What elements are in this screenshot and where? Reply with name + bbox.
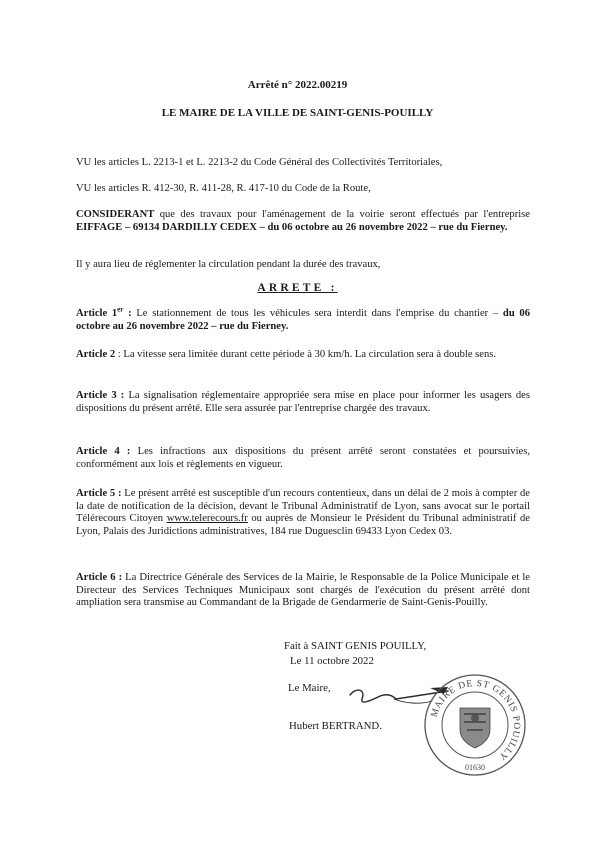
signature-name: Hubert BERTRAND. [289,720,382,732]
article-3-label: Article 3 : [76,390,125,401]
article-1-label: Article 1er : [76,305,132,319]
signature-place: Fait à SAINT GENIS POUILLY, [284,640,427,652]
seal-ring-text: MAIRE DE ST GENIS POUILLY [429,678,522,762]
considerant-label: CONSIDERANT [76,209,155,220]
mayor-seal [420,670,530,780]
article-1-text: Le stationnement de tous les véhicules sera interdit dans l'emprise du chantier – [131,308,503,319]
telerecours-link[interactable]: www.telerecours.fr [166,513,248,525]
article-5-text-1: Le présent arrêté est susceptible d'un recours contentieux, dans un délai de 2 mois à compter de la date de notification de la décision, devant le Tribunal Administratif de Lyon, sans avocat sur le portail Télérecours Citoyen [76,488,531,525]
article-2-text: : La vitesse sera limitée durant cette période à 30 km/h. La circulation sera à double sens. [115,349,497,360]
visa-2: VU les articles R. 412-30, R. 411-28, R. 417-10 du Code de la Route, [76,183,371,194]
signature-role: Le Maire, [288,682,331,694]
article-4 [76,446,530,471]
article-5 [76,488,530,538]
article-5-label: Article 5 : [76,488,122,499]
signature-date: Le 11 octobre 2022 [290,655,374,667]
article-5-text-2: ou auprès de Monsieur le Président du Tribunal administratif de Lyon, Palais des Juridictions administratives, 184 rue Duguesclin 69433 Lyon Cedex 03. [76,513,531,537]
article-6-text: La Directrice Générale des Services de la Mairie, le Responsable de la Police Municipale et le Directeur des Services Techniques Municipaux sont chargés de l'exécution du présent arrêté dont ampliation sera transmise au Commandant de la Brigade de Gendarmerie de Saint-Genis-Pouilly. [76,572,530,609]
article-6 [76,572,530,610]
arrete-heading: ARRETE : [257,282,338,294]
article-1-bold: du 06 octobre au 26 novembre 2022 – rue du Fierney. [76,308,530,332]
considerant-text: que des travaux pour l'aménagement de la voirie seront effectués par l'entreprise [154,209,530,220]
considerant-paragraph [76,209,530,234]
seal-emblem [460,708,490,748]
article-3-text: La signalisation réglementaire appropriée sera mise en place pour informer les usagers des dispositions du présent arrêté. Elle sera assurée par l'entreprise chargée des travaux. [76,390,530,414]
considerant-bold: EIFFAGE – 69134 DARDILLY CEDEX – du 06 octobre au 26 novembre 2022 – rue du Fierney. [76,221,508,233]
seal-postal-code: 01630 [465,763,485,772]
visa-1: VU les articles L. 2213-1 et L. 2213-2 du Code Général des Collectivités Territoriales, [76,157,443,168]
mayor-title: LE MAIRE DE LA VILLE DE SAINT-GENIS-POUILLY [161,107,434,119]
article-4-text: Les infractions aux dispositions du présent arrêté seront constatées et poursuivies, conformément aux lois et règlements en vigueur. [76,446,530,470]
arrete-number: Arrêté n° 2022.00219 [247,79,348,91]
article-6-label: Article 6 : [76,572,123,583]
article-4-label: Article 4 : [76,446,131,457]
article-1 [76,305,530,333]
article-2 [76,349,530,362]
considerant-line-2: Il y aura lieu de réglementer la circulation pendant la durée des travaux, [76,259,381,270]
article-3 [76,390,530,415]
article-2-label: Article 2 [76,349,116,360]
